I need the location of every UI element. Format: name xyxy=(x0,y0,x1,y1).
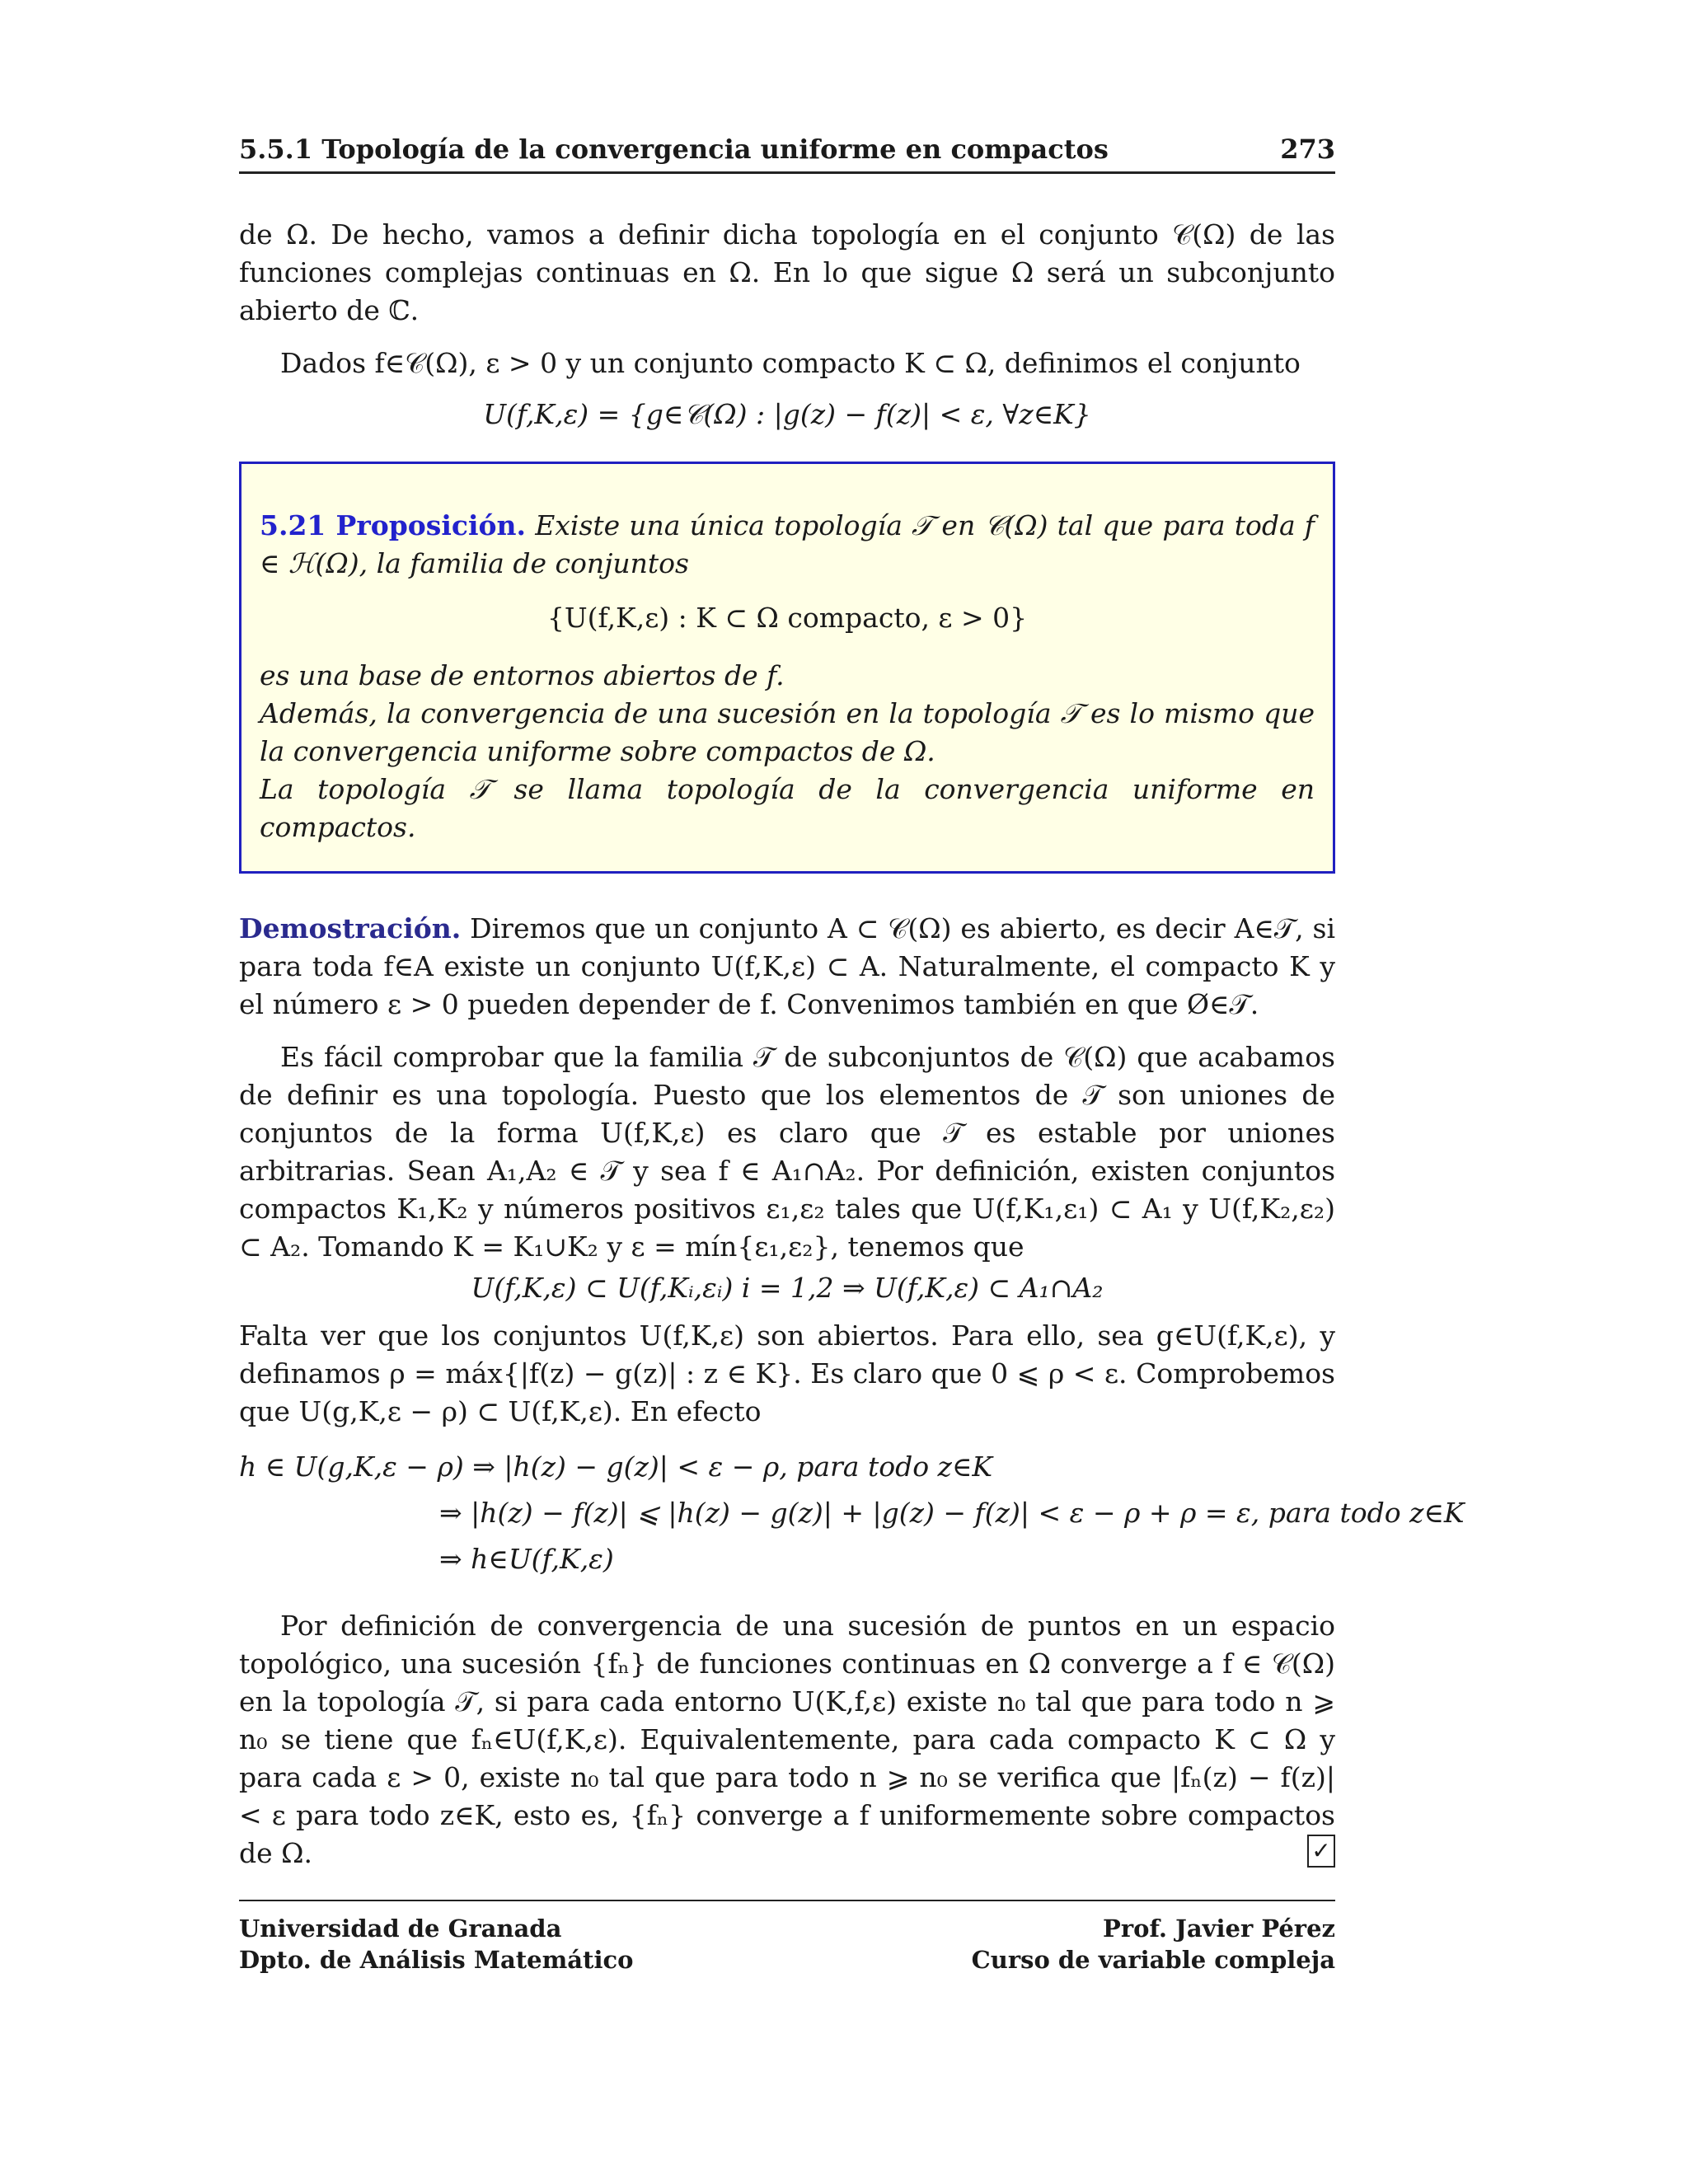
footer-author: Prof. Javier Pérez xyxy=(1103,1915,1335,1943)
footer xyxy=(239,1900,1335,1979)
page-number: 273 xyxy=(1280,134,1335,165)
proposition-label: 5.21 Proposición. xyxy=(260,509,527,541)
footer-left xyxy=(239,1913,633,1975)
proof-paragraph-4: Por definición de convergencia de una sucesión de puntos en un espacio topológico, una sucesión {fₙ} de funciones continuas en Ω converge a f ∈ 𝒞(Ω) en la topología 𝒯, si para cada entorno U(K,f,ε) existe n₀ tal que para todo n ⩾ n₀ se tiene que fₙ∈U(f,K,ε). Equivalentemente, para cada compacto K ⊂ Ω y para cada ε > 0, existe n₀ tal que para todo n ⩾ n₀ se verifica que |fₙ(z) − f(z)| < ε para todo z∈K, esto es, {fₙ} converge a f uniformemente sobre compactos de Ω. xyxy=(239,1610,1335,1869)
running-header xyxy=(239,130,1335,174)
proposition-equation: {U(f,K,ε) : K ⊂ Ω compacto, ε > 0} xyxy=(546,602,1028,634)
proof-paragraph-2: Es fácil comprobar que la familia 𝒯 de subconjuntos de 𝒞(Ω) que acabamos de definir es una topología. Puesto que los elementos de 𝒯 son uniones de conjuntos de la forma U(f,K,ε) es claro que 𝒯 es estable por uniones arbitrarias. Sean A₁,A₂ ∈ 𝒯 y sea f ∈ A₁∩A₂. Por definición, existen conjuntos compactos K₁,K₂ y números positivos ε₁,ε₂ tales que U(f,K₁,ε₁) ⊂ A₁ y U(f,K₂,ε₂) ⊂ A₂. Tomando K = K₁∪K₂ y ε = mín{ε₁,ε₂}, tenemos que xyxy=(239,1041,1335,1263)
proof-text-1: Diremos que un conjunto A ⊂ 𝒞(Ω) es abierto, es decir A∈𝒯, si para toda f∈A existe un conjunto U(f,K,ε) ⊂ A. Naturalmente, el compacto K y el número ε > 0 pueden depender de f. Convenimos también en que Ø∈𝒯. xyxy=(239,912,1335,1020)
proof xyxy=(239,910,1465,1872)
proof-equation-array xyxy=(239,1444,1465,1582)
proposition-statement xyxy=(260,507,1315,583)
intro-text xyxy=(239,216,1335,434)
proof-equation-1: U(f,K,ε) ⊂ U(f,Kᵢ,εᵢ) i = 1,2 ⇒ U(f,K,ε) ⊂ A₁∩A₂ xyxy=(471,1272,1104,1304)
proposition-box xyxy=(239,462,1335,874)
definition-equation: U(f,K,ε) = {g∈𝒞(Ω) : |g(z) − f(z)| < ε, ∀z∈K} xyxy=(483,398,1091,430)
proposition-line-1: es una base de entornos abiertos de f. xyxy=(260,659,785,691)
section-title: 5.5.1 Topología de la convergencia uniforme en compactos xyxy=(239,134,1109,165)
proof-paragraph-1 xyxy=(239,910,1335,1024)
footer-right xyxy=(972,1913,1335,1975)
intro-paragraph: de Ω. De hecho, vamos a definir dicha topología en el conjunto 𝒞(Ω) de las funciones complejas continuas en Ω. En lo que sigue Ω será un subconjunto abierto de ℂ. xyxy=(239,218,1335,326)
proof-label: Demostración. xyxy=(239,912,462,944)
qed-wrapper xyxy=(239,1835,1335,1872)
footer-course: Curso de variable compleja xyxy=(971,1946,1335,1974)
proposition-text: Existe una única topología 𝒯 en 𝒞(Ω) tal que para toda f ∈ ℋ(Ω), la familia de conjuntos xyxy=(260,509,1315,579)
proof-paragraph-3: Falta ver que los conjuntos U(f,K,ε) son abiertos. Para ello, sea g∈U(f,K,ε), y definamos ρ = máx{|f(z) − g(z)| : z ∈ K}. Es claro que 0 ⩽ ρ < ε. Comprobemos que U(g,K,ε − ρ) ⊂ U(f,K,ε). En efecto xyxy=(239,1319,1335,1427)
proposition-line-2: Además, la convergencia de una sucesión en la topología 𝒯 es lo mismo que la convergencia uniforme sobre compactos de Ω. xyxy=(260,697,1315,767)
intro-paragraph-definition: Dados f∈𝒞(Ω), ε > 0 y un conjunto compacto K ⊂ Ω, definimos el conjunto xyxy=(280,347,1301,379)
footer-department: Dpto. de Análisis Matemático xyxy=(239,1946,634,1974)
qed-box-icon: ✓ xyxy=(1307,1835,1335,1868)
proof-equation-c: ⇒ h∈U(f,K,ε) xyxy=(439,1543,614,1575)
proof-equation-b: ⇒ |h(z) − f(z)| ⩽ |h(z) − g(z)| + |g(z) − f(z)| < ε − ρ + ρ = ε, para todo z∈K xyxy=(439,1497,1465,1529)
proposition-line-3: La topología 𝒯 se llama topología de la convergencia uniforme en compactos. xyxy=(260,773,1315,843)
footer-university: Universidad de Granada xyxy=(239,1915,562,1943)
proof-equation-a: h ∈ U(g,K,ε − ρ) ⇒ |h(z) − g(z)| < ε − ρ, para todo z∈K xyxy=(239,1451,993,1483)
